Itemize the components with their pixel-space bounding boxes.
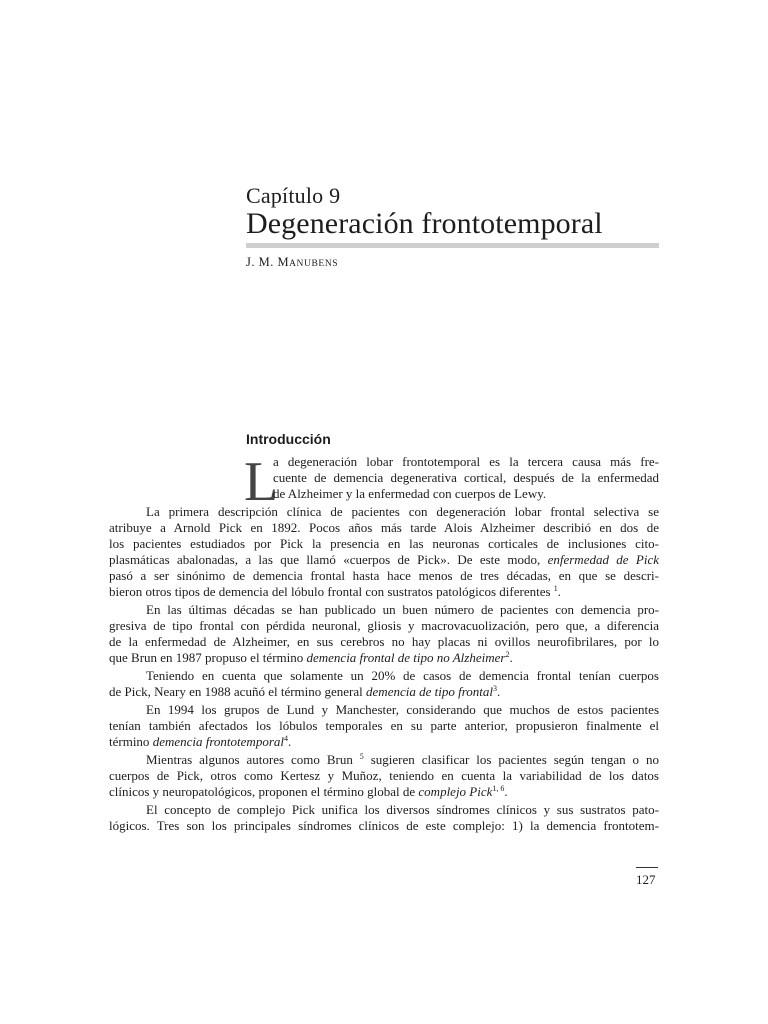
line-text: tenían también afectados los lóbulos temporales en su parte anterior, propusieron finalmente el	[109, 718, 659, 733]
body-line	[109, 618, 659, 634]
page-number: 127	[636, 872, 656, 887]
line-text-end: sugieren clasificar los pacientes según tengan o no	[363, 752, 659, 767]
citation-ref: 1	[553, 584, 558, 593]
italic-term: demencia de tipo frontal	[366, 684, 493, 699]
author-initials: J. M. M	[246, 255, 290, 269]
line-text-end: .	[288, 734, 292, 749]
line-text: Teniendo en cuenta que solamente un 20% de casos de demencia frontal tenían cuerpos	[146, 668, 659, 683]
line-text: La primera descripción clínica de pacientes con degeneración lobar frontal selectiva se	[146, 504, 659, 519]
section-heading: Introducción	[246, 431, 331, 447]
line-text: pasó a ser sinónimo de demencia frontal hasta hace menos de tres décadas, en que se descri-	[109, 568, 659, 583]
line-text: El concepto de complejo Pick unifica los diversos síndromes clínicos y sus sustratos pato-	[146, 802, 659, 817]
body-line	[109, 784, 579, 800]
line-text-end: .	[504, 784, 508, 799]
line-text: cuente de demencia degenerativa cortical, después de la enfermedad	[273, 470, 659, 485]
body-line	[109, 818, 659, 834]
line-text: a degeneración lobar frontotemporal es la tercera causa más fre-	[273, 454, 659, 469]
line-text: clínicos y neuropatológicos, proponen el término global de	[109, 784, 419, 799]
italic-term: complejo Pick	[418, 784, 493, 799]
citation-ref: 5	[359, 752, 364, 761]
body-line	[146, 504, 659, 520]
line-text: de la enfermedad de Alzheimer, en sus cerebros no hay placas ni ovillos neurofibrilares, por lo	[109, 634, 659, 649]
italic-term: demencia frontal de tipo no Alzheimer	[306, 650, 506, 665]
body-line	[109, 768, 659, 784]
chapter-label: Capítulo 9	[246, 183, 341, 208]
line-text-end: .	[557, 584, 562, 599]
line-text: que Brun en 1987 propuso el término	[109, 650, 307, 665]
body-line	[109, 634, 659, 650]
body-line	[109, 718, 659, 734]
line-text: En las últimas décadas se han publicado un buen número de pacientes con demencia pro-	[146, 602, 659, 617]
body-line	[146, 752, 659, 768]
line-text: plasmáticas abalonadas, a las que llamó «cuerpos de Pick». De este modo,	[109, 552, 548, 567]
citation-ref: 3	[493, 684, 497, 693]
title-rule	[246, 243, 659, 248]
line-text: gresiva de tipo frontal con pérdida neuronal, gliosis y macrovacuolización, pero que, a diferencia	[109, 618, 659, 633]
body-line	[109, 650, 559, 666]
body-line	[109, 568, 659, 584]
line-text: de Alzheimer y la enfermedad con cuerpos de Lewy.	[273, 486, 547, 501]
line-text: Mientras algunos autores como Brun	[146, 752, 360, 767]
body-line	[273, 486, 577, 502]
body-line	[146, 602, 659, 618]
body-line	[109, 520, 659, 536]
line-text: bieron otros tipos de demencia del lóbulo frontal con sustratos patológicos diferentes	[109, 584, 554, 599]
citation-ref: 1, 6	[492, 784, 505, 793]
line-text: cuerpos de Pick, otros como Kertesz y Muñoz, teniendo en cuenta la variabilidad de los datos	[109, 768, 659, 783]
body-line	[273, 470, 659, 486]
citation-ref: 2	[505, 650, 510, 659]
body-line	[273, 454, 659, 470]
line-text: los pacientes estudiados por Pick la presencia en las neuronas corticales de inclusiones cito-	[109, 536, 659, 551]
chapter-title: Degeneración frontotemporal	[246, 207, 603, 240]
body-line	[109, 536, 659, 552]
body-line	[109, 552, 659, 568]
line-text: atribuye a Arnold Pick en 1892. Pocos años más tarde Alois Alzheimer describió en dos de	[109, 520, 659, 535]
citation-ref: 4	[284, 734, 288, 743]
line-text: término	[109, 734, 153, 749]
body-line	[109, 584, 629, 600]
body-line	[146, 802, 659, 818]
line-text: de Pick, Neary en 1988 acuñó el término general	[109, 684, 367, 699]
line-text: En 1994 los grupos de Lund y Manchester, considerando que muchos de estos pacientes	[146, 702, 659, 717]
drop-cap: L	[244, 451, 279, 513]
author-surname-smallcaps: ANUBENS	[289, 259, 339, 269]
italic-term: demencia frontotemporal	[152, 734, 284, 749]
body-line	[109, 734, 314, 750]
italic-term: enfermedad de Pick	[547, 552, 660, 567]
author	[246, 255, 338, 270]
page-number-rule	[636, 867, 658, 868]
body-line	[109, 684, 539, 700]
line-text-end: .	[509, 650, 513, 665]
body-line	[146, 668, 659, 684]
line-text-end: .	[497, 684, 501, 699]
body-line	[146, 702, 659, 718]
line-text: lógicos. Tres son los principales síndromes clínicos de este complejo: 1) la demencia frontotem-	[109, 818, 659, 833]
